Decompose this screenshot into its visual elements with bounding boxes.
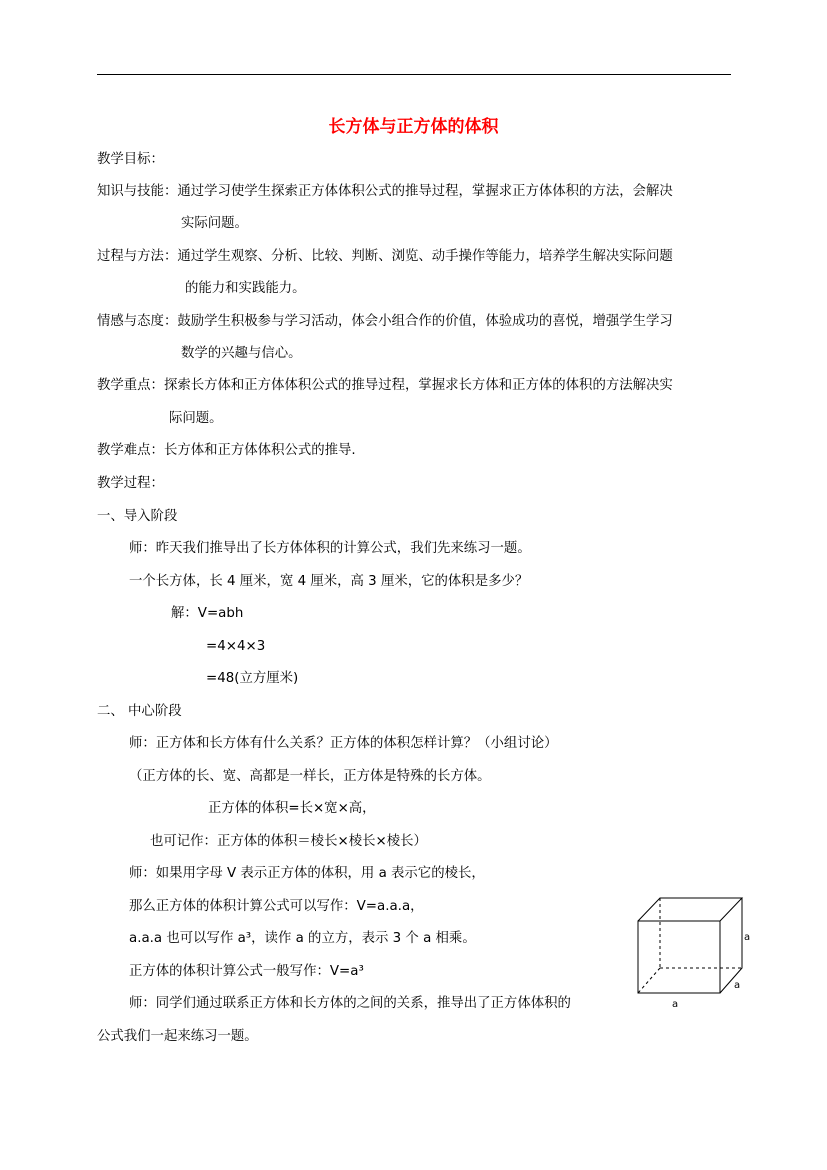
- procedure-label: 教学过程：: [97, 476, 164, 491]
- formula-line-5: 正方体的体积计算公式一般写作：V=a³: [129, 964, 364, 979]
- cube-top-face: [638, 898, 742, 921]
- formula-line-2: 也可记作：正方体的体积＝棱长×棱长×棱长）: [150, 834, 427, 849]
- cube-figure: [630, 890, 760, 1015]
- attitude-line-1: 情感与态度：鼓励学生积极参与学习活动，体会小组合作的价值，体验成功的喜悦，增强学生学习: [97, 314, 673, 329]
- knowledge-line-1: 知识与技能：通过学习使学生探索正方体体积公式的推导过程，掌握求正方体体积的方法，会解决: [97, 184, 673, 199]
- process-line-1: 过程与方法：通过学生观察、分析、比较、判断、浏览、动手操作等能力，培养学生解决实际问题: [97, 249, 673, 264]
- section-2-teacher-line-2: 师：如果用字母 V 表示正方体的体积，用 a 表示它的棱长，: [129, 866, 485, 881]
- section-1-heading: 一、导入阶段: [97, 509, 178, 524]
- cube-hidden-edges: [638, 898, 742, 993]
- header-rule: [97, 74, 731, 75]
- cube-width-label: a: [672, 999, 679, 1010]
- cube-right-edges: [720, 898, 742, 993]
- cube-height-label: a: [744, 932, 751, 943]
- key-point-line-1: 教学重点：探索长方体和正方体体积公式的推导过程，掌握求长方体和正方体的体积的方法解决实: [97, 378, 673, 393]
- attitude-line-2: 数学的兴趣与信心。: [181, 346, 302, 361]
- cube-depth-label: a: [734, 980, 741, 991]
- solution-line-1: 解：V=abh: [171, 606, 244, 621]
- cube-front-face: [638, 921, 720, 993]
- formula-line-4: a.a.a 也可以写作 a³，读作 a 的立方，表示 3 个 a 相乘。: [129, 931, 476, 946]
- process-line-2: 的能力和实践能力。: [185, 281, 306, 296]
- key-point-line-2: 际问题。: [169, 411, 223, 426]
- section-2-teacher-line-3: 师：同学们通过联系正方体和长方体的之间的关系，推导出了正方体体积的: [129, 996, 571, 1011]
- difficulty-line: 教学难点：长方体和正方体体积公式的推导.: [97, 443, 356, 458]
- solution-line-2: =4×4×3: [206, 639, 266, 654]
- section-1-problem: 一个长方体，长 4 厘米，宽 4 厘米，高 3 厘米，它的体积是多少？: [129, 574, 529, 589]
- section-2-teacher-line-1: 师：正方体和长方体有什么关系？正方体的体积怎样计算？（小组讨论）: [129, 736, 558, 751]
- section-2-teacher-line-4: 公式我们一起来练习一题。: [97, 1029, 258, 1044]
- formula-line-3: 那么正方体的体积计算公式可以写作：V=a.a.a，: [129, 899, 424, 914]
- page-title: 长方体与正方体的体积: [328, 117, 499, 137]
- knowledge-line-2: 实际问题。: [181, 216, 248, 231]
- formula-line-1: 正方体的体积=长×宽×高，: [208, 801, 376, 816]
- section-2-answer-line: （正方体的长、宽、高都是一样长，正方体是特殊的长方体。: [129, 769, 491, 784]
- section-1-teacher-line: 师：昨天我们推导出了长方体体积的计算公式，我们先来练习一题。: [129, 541, 531, 556]
- section-2-heading: 二、 中心阶段: [97, 704, 182, 719]
- solution-line-3: =48(立方厘米): [206, 671, 299, 686]
- goals-label: 教学目标：: [97, 152, 164, 167]
